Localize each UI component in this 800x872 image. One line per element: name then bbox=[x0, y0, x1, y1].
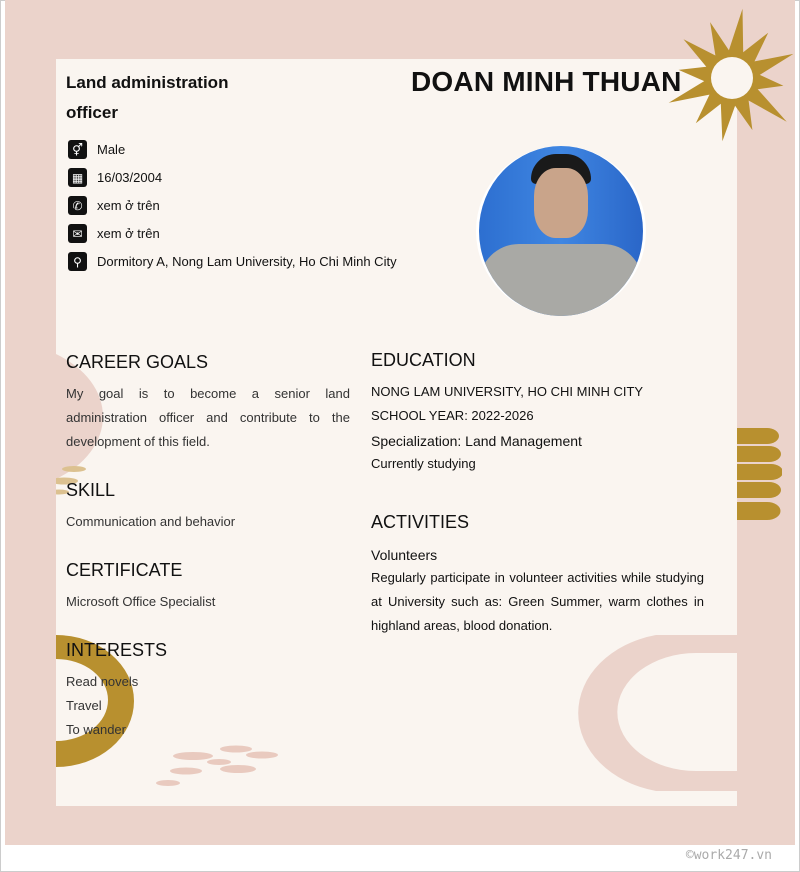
info-email bbox=[68, 224, 160, 243]
pink-ellipses bbox=[156, 746, 278, 787]
activity-name: Volunteers bbox=[371, 547, 438, 563]
certificate-heading: CERTIFICATE bbox=[66, 560, 183, 580]
phone-text: xem ở trên bbox=[97, 198, 160, 213]
photo-frame bbox=[476, 146, 646, 316]
education-year: SCHOOL YEAR: 2022-2026 bbox=[371, 408, 534, 423]
address-text: Dormitory A, Nong Lam University, Ho Chi Minh City bbox=[97, 254, 397, 269]
interests-heading: INTERESTS bbox=[66, 640, 168, 660]
watermark: ©work247.vn bbox=[685, 848, 772, 863]
education-status: Currently studying bbox=[371, 456, 476, 471]
birthday-cake-icon: ▦ bbox=[68, 168, 87, 187]
location-icon: ⚲ bbox=[68, 252, 87, 271]
pink-arc-shape bbox=[578, 635, 737, 791]
job-title: Land administration officer bbox=[66, 73, 229, 122]
email-icon: ✉ bbox=[68, 224, 87, 243]
gender-icon: ⚥ bbox=[68, 140, 87, 159]
email-text: xem ở trên bbox=[97, 226, 160, 241]
activities-heading: ACTIVITIES bbox=[371, 512, 470, 532]
info-birthday bbox=[68, 168, 162, 187]
education-specialization: Specialization: Land Management bbox=[371, 433, 582, 449]
interest-item: Travel bbox=[66, 698, 102, 713]
interest-item: To wander bbox=[66, 722, 126, 737]
info-gender bbox=[68, 140, 125, 159]
career-goals-heading: CAREER GOALS bbox=[66, 352, 209, 372]
candidate-name: DOAN MINH THUAN bbox=[411, 66, 682, 97]
career-goals-text: My goal is to become a senior land administration officer and contribute to the development of this field. bbox=[66, 386, 350, 449]
gold-stripes bbox=[737, 426, 782, 522]
education-school: NONG LAM UNIVERSITY, HO CHI MINH CITY bbox=[371, 384, 644, 399]
certificate-item: Microsoft Office Specialist bbox=[66, 594, 216, 609]
skill-heading: SKILL bbox=[66, 480, 116, 500]
profile-photo bbox=[479, 146, 643, 316]
skill-item: Communication and behavior bbox=[66, 514, 236, 529]
birthday-text: 16/03/2004 bbox=[97, 170, 163, 185]
info-phone bbox=[68, 196, 160, 215]
education-heading: EDUCATION bbox=[371, 350, 476, 370]
gender-text: Male bbox=[97, 142, 126, 157]
interest-item: Read novels bbox=[66, 674, 139, 689]
info-address bbox=[68, 252, 397, 271]
phone-icon: ✆ bbox=[68, 196, 87, 215]
activity-text: Regularly participate in volunteer activities while studying at University such as: Green Summer, warm clothes in highland areas, blood donation. bbox=[371, 570, 704, 633]
